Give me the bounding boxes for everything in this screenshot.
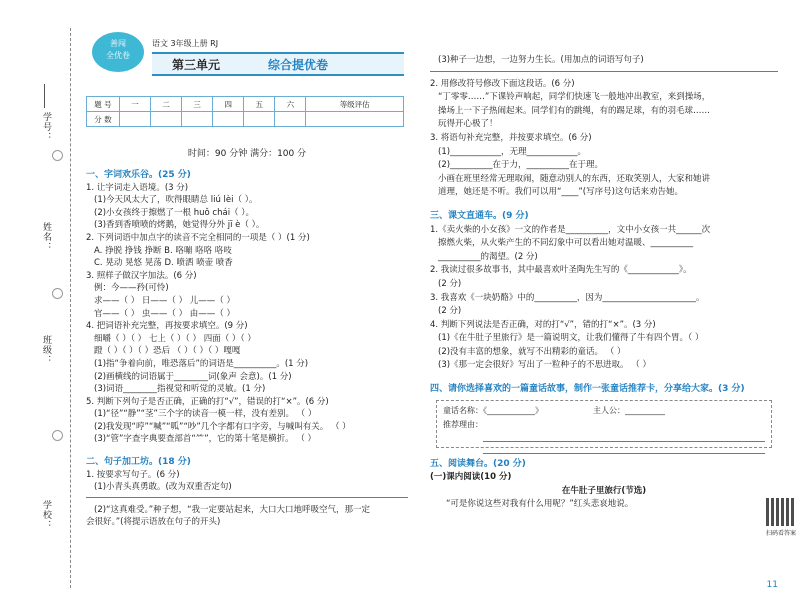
title-ribbon xyxy=(152,52,404,76)
question-line: 求——（ ） 日——（ ） 儿——（ ） xyxy=(94,295,236,306)
score-table xyxy=(86,96,404,127)
question-line: (2 分) xyxy=(438,278,462,289)
score-row-label: 分 数 xyxy=(87,112,120,127)
binding-margin xyxy=(0,0,72,602)
question-line: 例：今——矜(可怜) xyxy=(94,283,169,294)
question-line: C. 晃动 晃悠 晃荡 D. 喷洒 喷壶 喷香 xyxy=(94,258,233,269)
question-line: 会很好。”(将提示语放在句子的开头) xyxy=(86,517,221,528)
section-heading: 一、字词欢乐谷。(25 分) xyxy=(86,170,191,180)
section-heading: 五、阅读舞台。(20 分) xyxy=(430,458,526,469)
question-line: __________的渴望。(2 分) xyxy=(438,251,538,262)
score-entry-cell[interactable] xyxy=(275,112,306,127)
score-header-cell: 等级评估 xyxy=(306,97,404,112)
question-line: (1)今天风太大了，吹得眼睛总 liú lèi（ ）。 xyxy=(94,195,258,206)
class-label: 班级： xyxy=(41,335,51,365)
question-line: 5. 判断下列句子是否正确，正确的打“√”，错误的打“×”。(6 分) xyxy=(86,396,329,407)
header xyxy=(86,32,408,124)
qr-caption: 扫码看答案 xyxy=(765,530,796,537)
section-heading: 二、句子加工坊。(18 分) xyxy=(86,457,191,468)
question-line: 在牛肚子里旅行(节选) xyxy=(561,485,647,496)
question-line: (2)我发现“哼”“喊”“呱”“吵”几个字都有口字旁，与喊叫有关。 （ ） xyxy=(94,421,351,432)
school-label: 学校： xyxy=(41,500,51,530)
recommendation-card xyxy=(436,400,772,448)
score-entry-cell[interactable] xyxy=(244,112,275,127)
right-questions xyxy=(430,54,778,397)
question-line: “丁零零……”下课铃声响起，同学们快速飞一般地冲出教室，来到操场， xyxy=(438,92,711,103)
qr-code-icon[interactable] xyxy=(766,498,794,526)
hero-field[interactable]: 主人公：__________ xyxy=(593,405,665,415)
score-header-cell: 三 xyxy=(182,97,213,112)
question-line: 擦燃火柴，从火柴产生的不同幻象中可以看出她对温暖、__________ xyxy=(438,238,694,249)
question-line: 蹬（ ）（ ）（ ）恐后 （ ）（ ）（ ）嘎嘎 xyxy=(94,346,241,357)
question-line: “可是你说这些对我有什么用呢？”红头悲哀地说。 xyxy=(446,499,634,510)
question-line: 2. 我读过很多故事书，其中最喜欢叶圣陶先生写的《____________》。 xyxy=(430,265,692,276)
story-name-field[interactable]: 童话名称：《____________》 xyxy=(443,405,543,415)
score-entry-cell[interactable] xyxy=(151,112,182,127)
question-line: (3)《那一定会很好》写出了一粒种子的不思进取。 （ ） xyxy=(438,360,651,371)
answer-line[interactable] xyxy=(86,496,408,498)
student-id-label: 学号： xyxy=(41,112,51,142)
question-line: 2. 用修改符号修改下面这段话。(6 分) xyxy=(430,78,575,89)
question-line: 4. 判断下列说法是否正确，对的打“√”，错的打“×”。(3 分) xyxy=(430,319,656,330)
score-entry-cell[interactable] xyxy=(120,112,151,127)
question-line: 2. 下列词语中加点字的读音不完全相同的一项是（ ）(1 分) xyxy=(86,232,310,243)
question-line: (2)“这真难受。”种子想，“我一定要站起来，大口大口地呼吸空气，那一定 xyxy=(94,504,371,515)
question-line: (2)画横线的词语属于________词(象声 会意)。(1 分) xyxy=(94,371,292,382)
question-line: 操场上一下子热闹起来。同学们有的跳绳，有的踢足球，有的羽毛球…… xyxy=(438,105,711,116)
section-heading: 四、请你选择喜欢的一篇童话故事，制作一张童话推荐卡，分享给大家。(3 分) xyxy=(430,384,745,395)
question-line: A. 挣脱 挣钱 挣断 B. 咯嘣 咯咯 咯吱 xyxy=(94,245,232,256)
paper-title: 综合提优卷 xyxy=(268,58,329,72)
question-line: (1)小青头真勇敢。(改为双重否定句) xyxy=(94,482,232,493)
score-header-cell: 二 xyxy=(151,97,182,112)
question-line: 1. 让字词走入语境。(3 分) xyxy=(86,182,189,193)
question-line: (2 分) xyxy=(438,306,462,317)
question-line: (1)《在牛肚子里旅行》是一篇说明文，让我们懂得了牛有四个胃。（ ） xyxy=(438,333,704,344)
score-header-cell: 题 号 xyxy=(87,97,120,112)
section-heading: 三、课文直通车。(9 分) xyxy=(430,210,529,221)
page-number: 11 xyxy=(766,580,778,590)
reason-label: 推荐理由： xyxy=(443,419,483,429)
question-line: 4. 把词语补充完整，再按要求填空。(9 分) xyxy=(86,321,248,332)
question-line: (2)没有丰富的想象，就写不出精彩的童话。 （ ） xyxy=(438,346,626,357)
question-line: (3)词语________指视觉和听觉的灵敏。(1 分) xyxy=(94,384,266,395)
score-header-cell: 四 xyxy=(213,97,244,112)
question-line: (1)“径”“静”“茎”三个字的读音一模一样，没有差别。 （ ） xyxy=(94,409,317,420)
question-line: (1)____________，无理____________。 xyxy=(438,146,587,157)
question-line: 玩得开心极了！ xyxy=(438,119,498,130)
brand-logo: 善闯 全优卷 xyxy=(92,32,144,72)
question-line: 官——（ ） 虫——（ ） 由——（ ） xyxy=(94,308,236,319)
question-line: 1. 按要求写句子。(6 分) xyxy=(86,469,180,480)
reading-section xyxy=(430,458,778,512)
left-questions xyxy=(86,169,408,529)
question-line: 3. 照样子做汉字加法。(6 分) xyxy=(86,270,197,281)
subject-info: 语文 3年级上册 RJ xyxy=(152,39,219,48)
time-info: 时间：90 分钟 满分：100 分 xyxy=(187,149,307,159)
question-line: 小画在班里经常无理取闹，随意动别人的东西，还取笑别人，大家和她讲 xyxy=(438,173,711,184)
question-line: 细嚼（ ）（ ） 七上（ ）（ ） 四面（ ）（ ） xyxy=(94,333,256,344)
score-header-cell: 五 xyxy=(244,97,275,112)
question-line: (1)指“争着向前，唯恐落后”的词语是__________。(1 分) xyxy=(94,358,309,369)
question-line: (2)小女孩终于擦燃了一根 huǒ chái（ ）。 xyxy=(94,207,255,218)
question-line: 道理，她还是不听。我们可以用“____”(写序号)这句话来劝告她。 xyxy=(438,187,683,198)
question-line: 1.《卖火柴的小女孩》一文的作者是__________，文中小女孩一共______次 xyxy=(430,224,711,235)
question-line: 3. 将语句补充完整，并按要求填空。(6 分) xyxy=(430,132,592,143)
score-header-cell: 六 xyxy=(275,97,306,112)
question-line: (2)__________在于力，__________在于理。 xyxy=(438,160,604,171)
question-line: (3)“管”字查字典要查部首“⺮”，它的第十笔是横折。 （ ） xyxy=(94,434,317,445)
score-entry-cell[interactable] xyxy=(306,112,404,127)
name-label: 姓名： xyxy=(41,222,51,252)
left-column xyxy=(86,32,408,529)
score-header-cell: 一 xyxy=(120,97,151,112)
question-line: (3)种子一边想，一边努力生长。(用加点的词语写句子) xyxy=(438,55,644,65)
cut-line xyxy=(70,28,71,588)
question-line: 3. 我喜欢《一块奶酪》中的__________，因为______________________。 xyxy=(430,292,705,303)
right-column xyxy=(430,54,778,512)
unit-title: 第三单元 xyxy=(172,58,221,72)
score-entry-cell[interactable] xyxy=(213,112,244,127)
answer-line[interactable] xyxy=(430,70,778,72)
score-entry-cell[interactable] xyxy=(182,112,213,127)
question-line: (3)香到香喷喷的烤鹅，她觉得分外 jī è（ ）。 xyxy=(94,220,265,231)
question-line: (一)课内阅读(10 分) xyxy=(430,472,512,483)
